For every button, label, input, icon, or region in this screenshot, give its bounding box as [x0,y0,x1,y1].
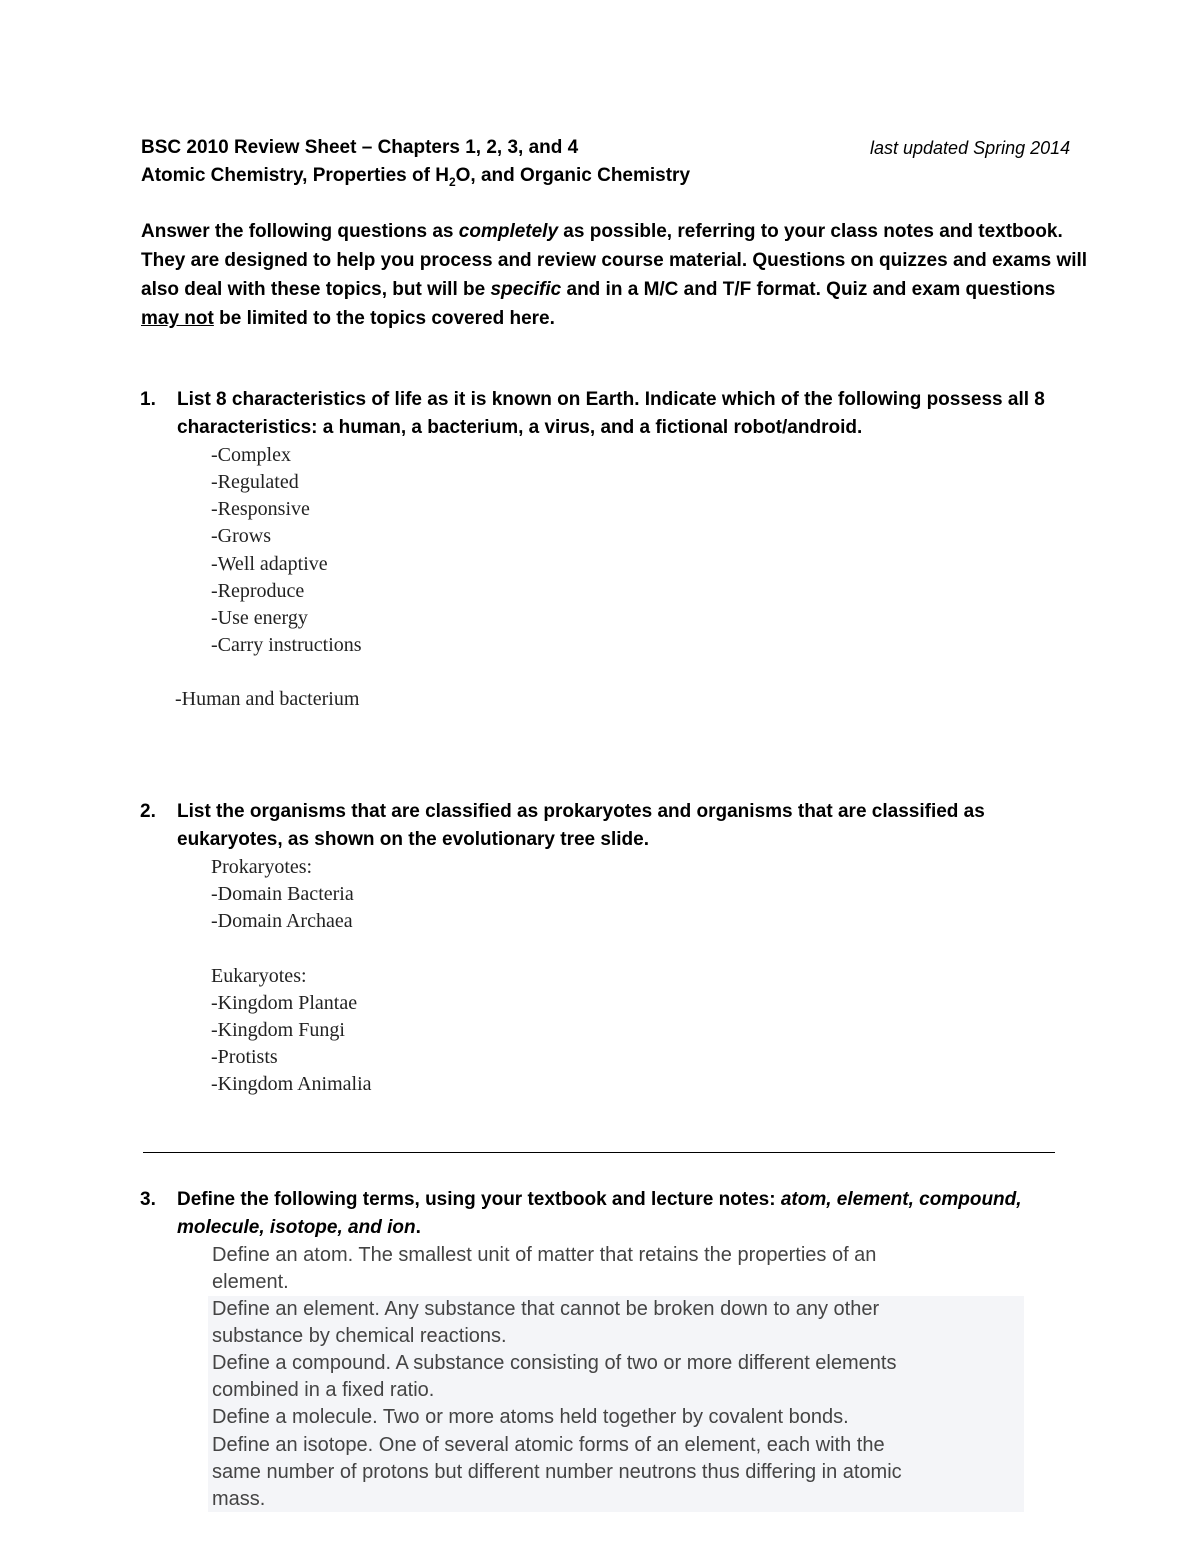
last-updated-note: last updated Spring 2014 [870,138,1071,158]
definition-line: Define an element. Any substance that cannot be broken down to any other [212,1298,880,1320]
question-3-period: . [415,1217,421,1238]
definition-line: element. [212,1271,289,1293]
question-3-prompt: Define the following terms, using your textbook and lecture notes: [177,1189,781,1210]
definition-line: Define a molecule. Two or more atoms held together by covalent bonds. [212,1406,849,1428]
definition-line: combined in a fixed ratio. [212,1379,435,1401]
question-3-terms: atom, element, compound, [780,1189,1022,1210]
eukaryote-item: -Kingdom Plantae [211,992,358,1014]
intro-underline-may-not: may not [141,308,214,329]
answer-item: -Use energy [211,607,308,629]
prokaryotes-heading: Prokaryotes: [211,856,313,878]
intro-text-3: and in a M/C and T/F format. Quiz and exam questions [561,279,1056,300]
question-2-line-2: eukaryotes, as shown on the evolutionary tree slide. [177,829,649,850]
definition-line: Define an atom. The smallest unit of matter that retains the properties of an [212,1244,877,1266]
answer-item: -Complex [211,444,291,466]
definition-line: substance by chemical reactions. [212,1325,507,1347]
document-subtitle [141,165,690,189]
question-3-number: 3. [140,1189,156,1210]
answer-item: -Regulated [211,471,299,493]
answer-conclusion: -Human and bacterium [175,688,360,710]
answer-item: -Carry instructions [211,634,362,656]
subtitle-subscript: 2 [448,174,456,189]
document-title: BSC 2010 Review Sheet – Chapters 1, 2, 3, and 4 [141,137,579,158]
definition-line: same number of protons but different number neutrons thus differing in atomic [212,1461,902,1483]
question-1-number: 1. [140,389,156,410]
definition-line: Define an isotope. One of several atomic forms of an element, each with the [212,1434,885,1456]
question-1-line-1: List 8 characteristics of life as it is known on Earth. Indicate which of the following possess all 8 [177,389,1045,410]
eukaryotes-heading: Eukaryotes: [211,965,307,987]
intro-text-4: be limited to the topics covered here. [213,308,555,329]
intro-text-2: as possible, referring to your class notes and textbook. They are designed to help you process and review course material. Questions on quizzes and exams will also deal with these topics, but will be [141,221,1088,300]
prokaryote-item: -Domain Bacteria [211,883,354,905]
eukaryote-item: -Kingdom Animalia [211,1073,372,1095]
prokaryote-item: -Domain Archaea [211,910,353,932]
eukaryote-item: -Protists [211,1046,278,1068]
answer-item: -Reproduce [211,580,305,602]
question-2-line-1: List the organisms that are classified as prokaryotes and organisms that are classified as [177,801,985,822]
intro-text-1: Answer the following questions as [141,221,459,242]
answer-item: -Responsive [211,498,310,520]
subtitle-pre: Atomic Chemistry, Properties of H [141,165,449,186]
instructions-paragraph [141,217,1091,333]
eukaryote-item: -Kingdom Fungi [211,1019,345,1041]
intro-emphasis-completely: completely [458,221,559,242]
section-divider [143,1152,1055,1153]
answer-item: -Grows [211,525,271,547]
question-3-line-2 [177,1214,421,1242]
question-1-line-2: characteristics: a human, a bacterium, a virus, and a fictional robot/android. [177,417,863,438]
definition-line: mass. [212,1488,266,1510]
intro-emphasis-specific: specific [490,279,562,300]
question-3-terms-cont: molecule, isotope, and ion [177,1217,416,1238]
answer-item: -Well adaptive [211,553,328,575]
question-3-line-1 [177,1186,1022,1214]
subtitle-post: O, and Organic Chemistry [455,165,691,186]
definition-line: Define a compound. A substance consisting of two or more different elements [212,1352,897,1374]
question-2-number: 2. [140,801,156,822]
